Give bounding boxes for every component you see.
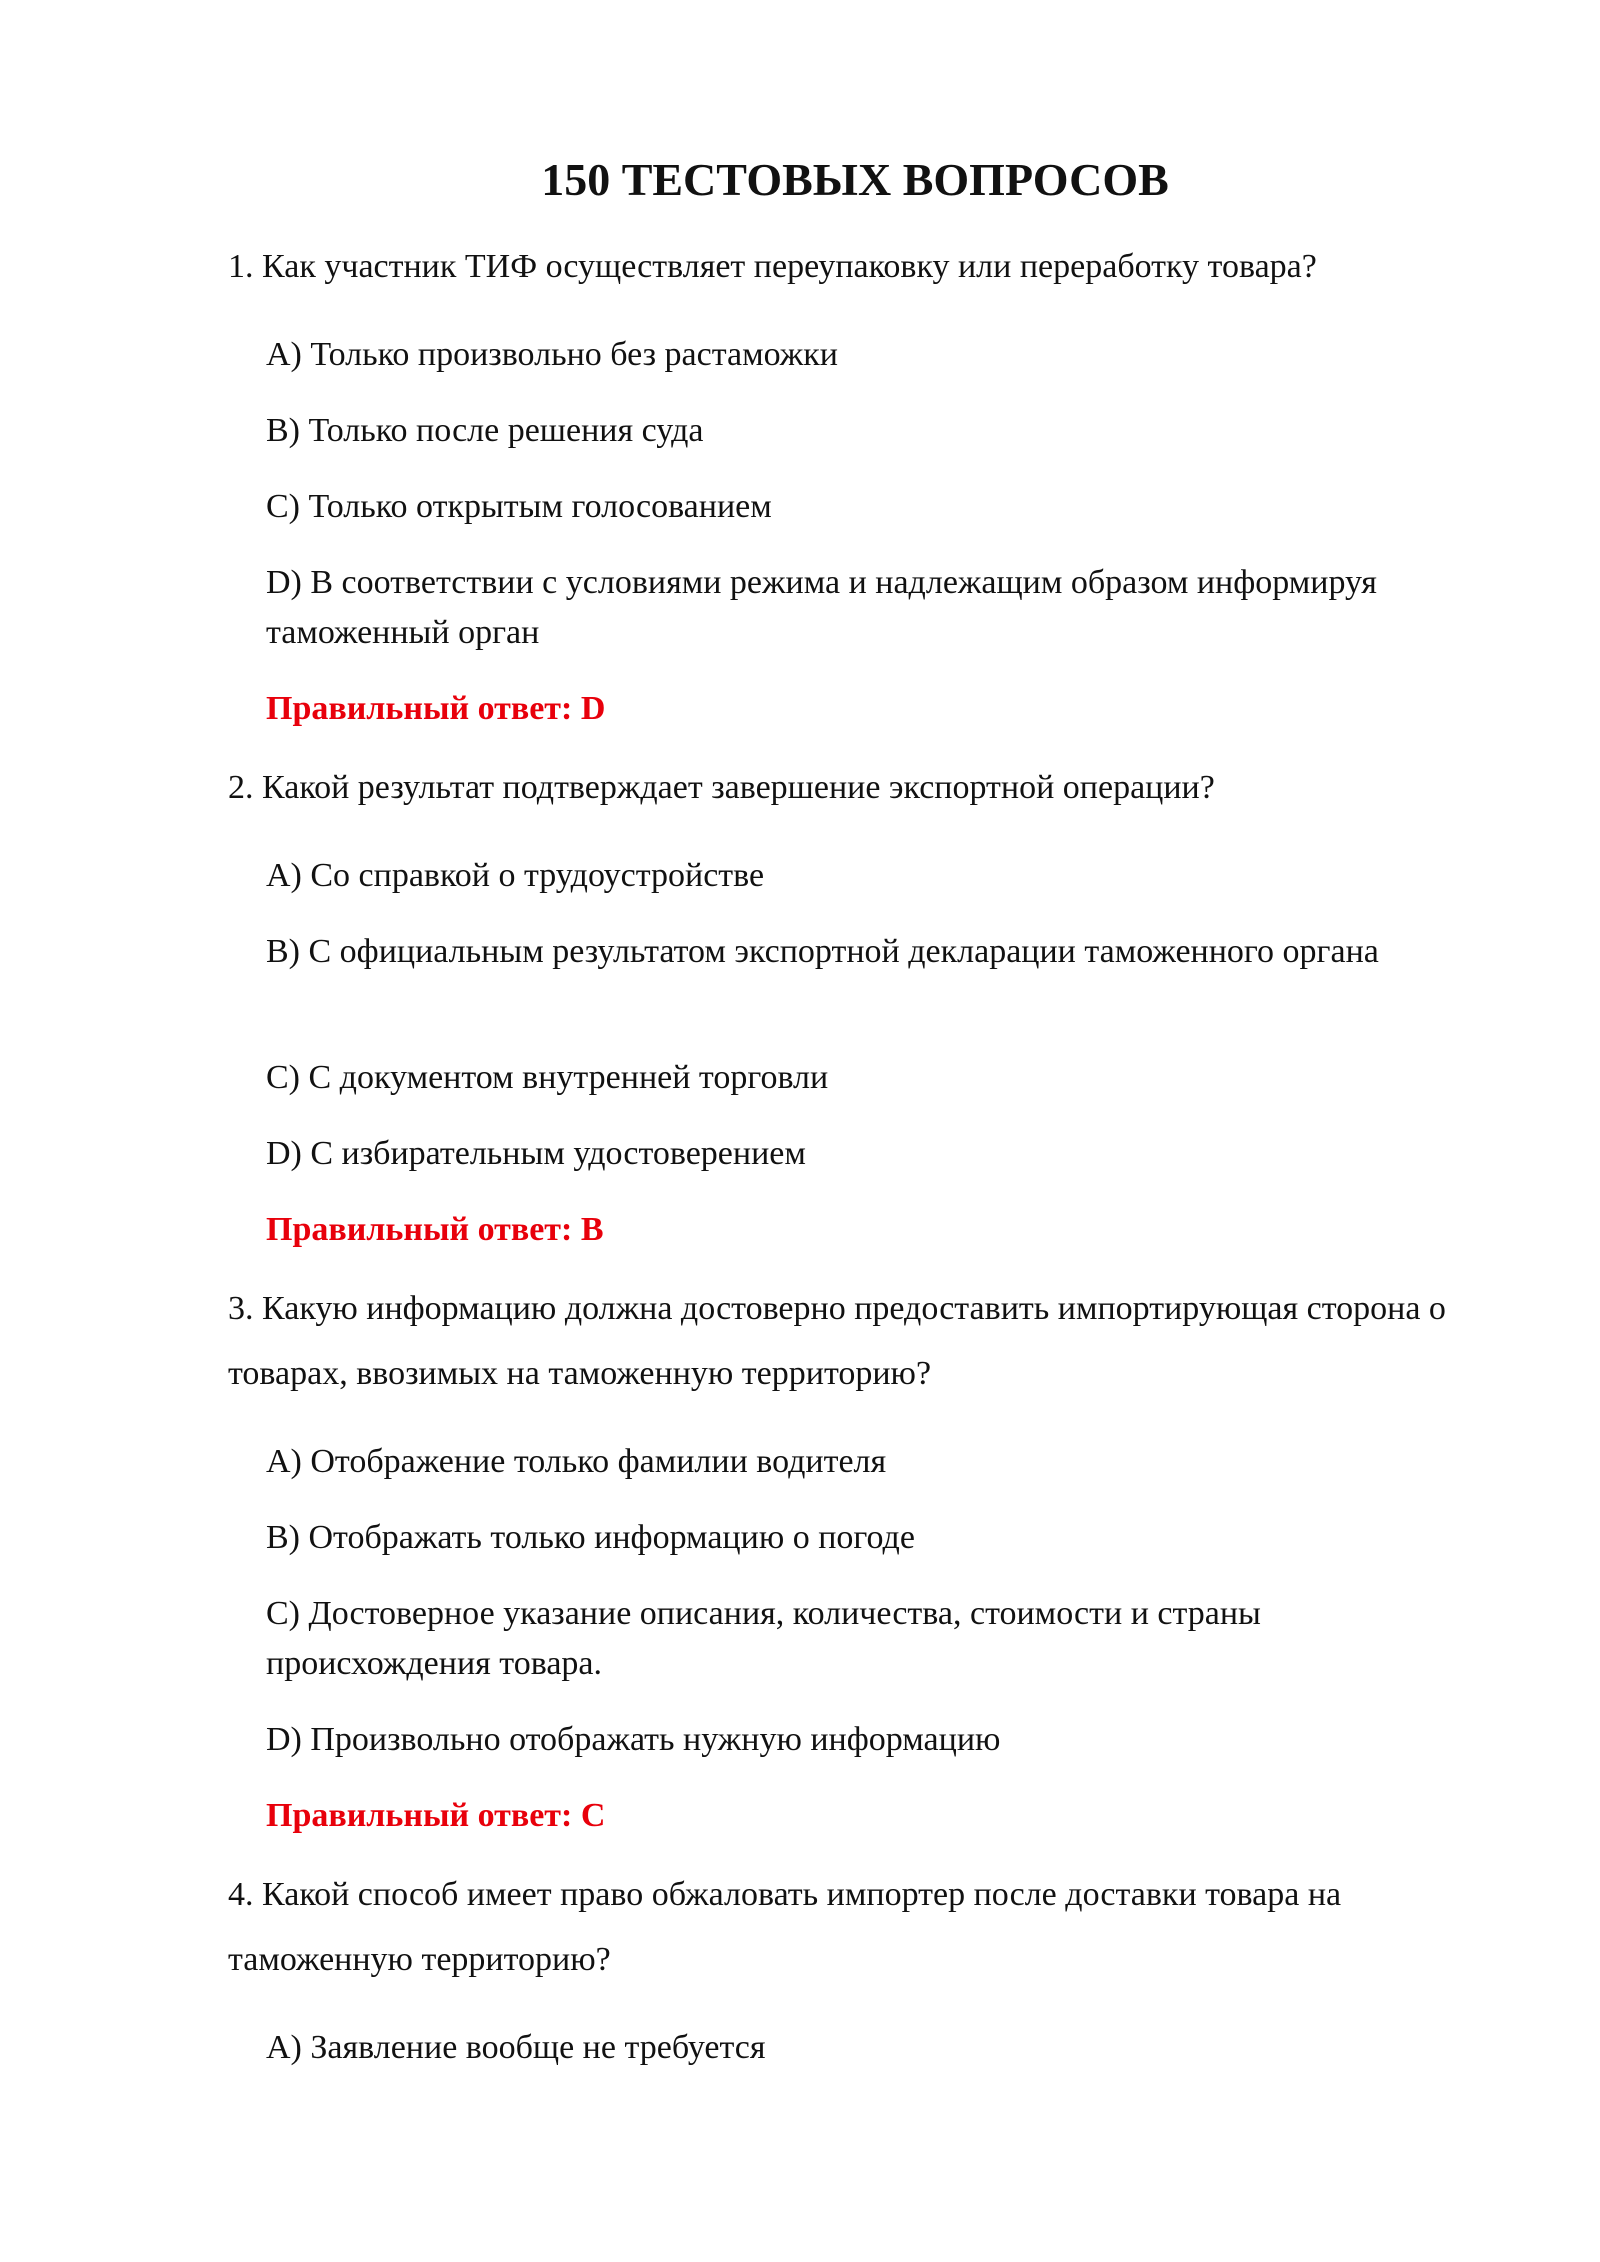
question-text: 2. Какой результат подтверждает завершение экспортной операции? <box>228 769 1215 806</box>
correct-answer: Правильный ответ: D <box>266 690 606 727</box>
answer-option: B) Только после решения суда <box>266 412 704 449</box>
answer-option: D) С избирательным удостоверением <box>266 1135 806 1172</box>
answer-option: B) С официальным результатом экспортной декларации таможенного органа <box>266 933 1379 970</box>
document-title: 150 ТЕСТОВЫХ ВОПРОСОВ <box>541 154 1169 205</box>
answer-option: A) Только произвольно без растаможки <box>266 336 838 373</box>
answer-option: C) С документом внутренней торговли <box>266 1059 829 1096</box>
question-text: 4. Какой способ имеет право обжаловать импортер после доставки товара на таможенную территорию? <box>228 1876 1342 1978</box>
answer-option: A) Заявление вообще не требуется <box>266 2029 766 2066</box>
correct-answer: Правильный ответ: B <box>266 1211 604 1248</box>
answer-option: C) Только открытым голосованием <box>266 488 772 525</box>
answer-option: B) Отображать только информацию о погоде <box>266 1519 915 1556</box>
answer-option: C) Достоверное указание описания, количества, стоимости и страны происхождения товара. <box>266 1595 1261 1682</box>
answer-option: D) В соответствии с условиями режима и надлежащим образом информируя таможенный орган <box>266 564 1377 651</box>
question-text: 3. Какую информацию должна достоверно предоставить импортирующая сторона о товарах, ввозимых на таможенную территорию? <box>228 1290 1446 1392</box>
question-text: 1. Как участник ТИФ осуществляет переупаковку или переработку товара? <box>228 248 1317 285</box>
correct-answer: Правильный ответ: C <box>266 1797 606 1834</box>
answer-option: D) Произвольно отображать нужную информацию <box>266 1721 1001 1758</box>
answer-option: A) Отображение только фамилии водителя <box>266 1443 887 1480</box>
answer-option: A) Со справкой о трудоустройстве <box>266 857 765 894</box>
